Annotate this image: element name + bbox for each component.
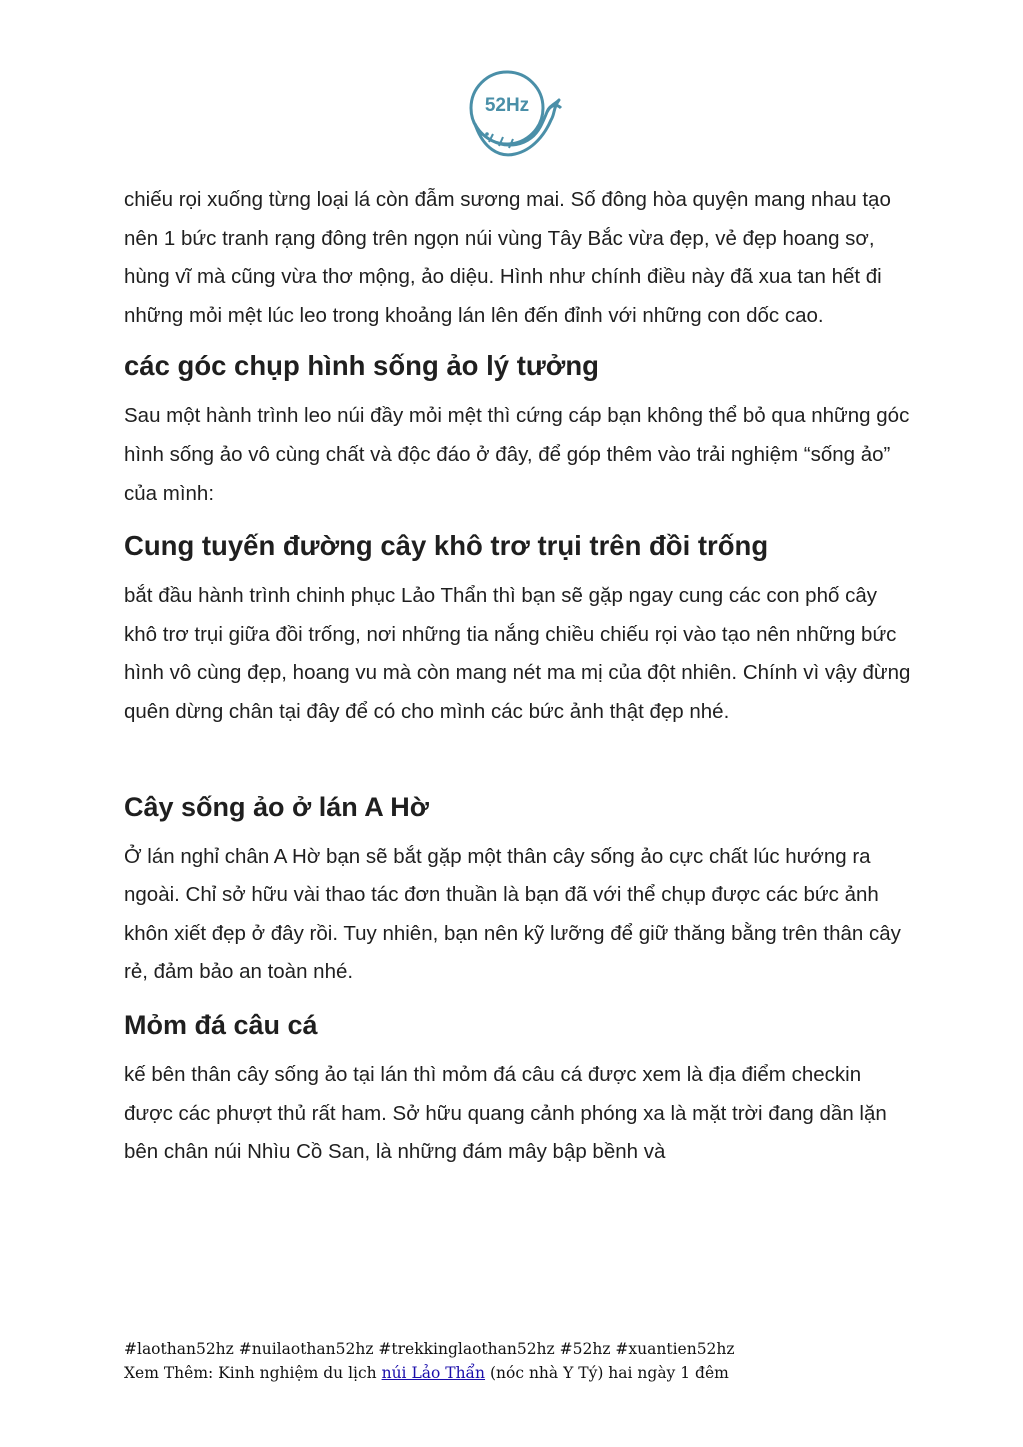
see-more-suffix: (nóc nhà Y Tý) hai ngày 1 đêm (485, 1364, 729, 1382)
heading-a-ho-tree: Cây sống ảo ở lán A Hờ (124, 791, 429, 822)
heading-fishing-rock: Mỏm đá câu cá (124, 1009, 318, 1040)
whale-icon (463, 64, 563, 164)
see-more-prefix: Xem Thêm: Kinh nghiệm du lịch (124, 1364, 382, 1382)
lao-than-link[interactable]: núi Lảo Thẩn (381, 1364, 486, 1382)
paragraph-dry-tree-road: bắt đầu hành trình chinh phục Lảo Thẩn thì bạn sẽ gặp ngay cung các con phố cây khô trơ trụi giữa đồi trống, nơi những tia nắng chiều chiếu rọi vào tạo nên những bức hình vô cùng đẹp, hoang vu mà còn mang nét ma mị của đột nhiên. Chính vì vậy đừng quên dừng chân tại đây để có cho mình các bức ảnh thật đẹp nhé. (124, 584, 911, 723)
see-more-line (124, 1361, 924, 1385)
heading-photo-spots: các góc chụp hình sống ảo lý tưởng (124, 350, 599, 382)
paragraph-fishing-rock: kế bên thân cây sống ảo tại lán thì mỏm đá câu cá được xem là địa điểm checkin được các phượt thủ rất ham. Sở hữu quang cảnh phóng xa là mặt trời đang dần lặn bên chân núi Nhìu Cồ San, là những đám mây bập bềnh và (124, 1062, 887, 1164)
paragraph-a-ho-tree: Ở lán nghỉ chân A Hờ bạn sẽ bắt gặp một thân cây sống ảo cực chất lúc hướng ra ngoài. Chỉ sở hữu vài thao tác đơn thuần là bạn đã với thể chụp được các bức ảnh khôn xiết đẹp ở đây rồi. Tuy nhiên, bạn nên kỹ lưỡng để giữ thăng bằng trên thân cây rẻ, đảm bảo an toàn nhé. (124, 844, 901, 984)
article-body (124, 181, 914, 1172)
logo-text: 52Hz (484, 95, 530, 116)
hashtags: #laothan52hz #nuilaothan52hz #trekkinglaothan52hz #52hz #xuantien52hz (124, 1340, 735, 1358)
page-footer (124, 1337, 924, 1385)
heading-dry-tree-road: Cung tuyến đường cây khô trơ trụi trên đồi trống (124, 530, 769, 562)
paragraph-intro: chiếu rọi xuống từng loại lá còn đẫm sương mai. Số đông hòa quyện mang nhau tạo nên 1 bức tranh rạng đông trên ngọn núi vùng Tây Bắc vừa đẹp, vẻ đẹp hoang sơ, hùng vĩ mà cũng vừa thơ mộng, ảo diệu. Hình như chính điều này đã xua tan hết đi những mỏi mệt lúc leo trong khoảng lán lên đến đỉnh với những con dốc cao. (124, 188, 891, 327)
paragraph-photo-spots: Sau một hành trình leo núi đầy mỏi mệt thì cứng cáp bạn không thể bỏ qua những góc hình sống ảo vô cùng chất và độc đáo ở đây, để góp thêm vào trải nghiệm “sống ảo” của mình: (124, 404, 910, 505)
